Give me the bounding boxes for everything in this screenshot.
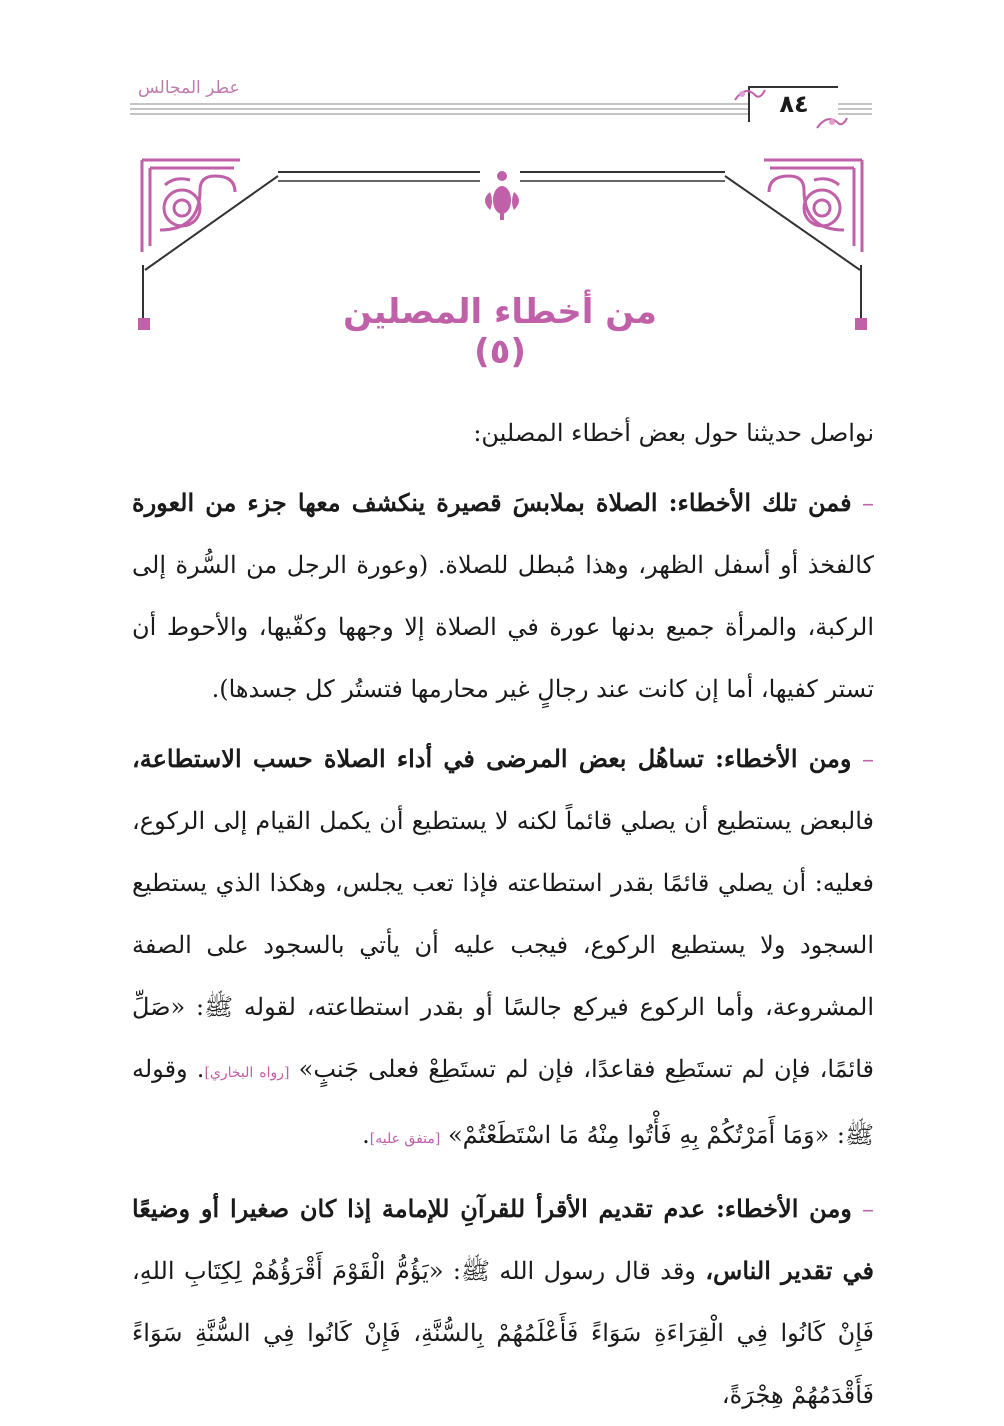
section-heading: ومن الأخطاء: تساهُل بعض المرضى في أداء الصلاة حسب الاستطاعة، [132,744,852,773]
section-text: فالبعض يستطيع أن يصلي قائماً لكنه لا يستطيع أن يكمل القيام إلى الركوع، فعليه: أن يصلي قائمًا بقدر استطاعته فإذا تعب يجلس، وهكذا الذي يستطيع السجود ولا يستطيع الركوع، فيجب عليه أن يأتي بالسجود على الصفة المشروعة، وأما الركوع فيركع جالسًا أو بقدر استطاعته، لقوله ﷺ: «صَلِّ قائمًا، فإن لم تستَطِع فقاعدًا، فإن لم تستَطِعْ فعلى جَنبٍ» [132,807,874,1083]
hadith-reference: [متفق عليه] [369,1131,441,1147]
chapter-title: من أخطاء المصلين (٥) [343,292,657,372]
section-paragraph [132,728,874,1170]
section-paragraph [132,1178,874,1426]
section-text: وقد قال رسول الله ﷺ: «يَؤُمُّ الْقَوْمَ أَقْرَؤُهُمْ لِكِتَابِ اللهِ، فَإِنْ كَانُوا فِي الْقِرَاءَةِ سَوَاءً فَأَعْلَمُهُمْ بِالسُّنَّةِ، فَإِنْ كَانُوا فِي السُّنَّةِ سَوَاءً فَأَقْدَمُهُمْ هِجْرَةً، [132,1257,874,1409]
section-text: . [362,1121,370,1149]
section-heading: فمن تلك الأخطاء: الصلاة بملابسَ قصيرة ينكشف معها جزء من العورة [132,488,852,517]
section-text: كالفخذ أو أسفل الظهر، وهذا مُبطل للصلاة. (وعورة الرجل من السُّرة إلى الركبة، والمرأة جميع بدنها عورة في الصلاة إلا وجهها وكفّيها، والأحوط أن تستر كفيها، أما إن كانت عند رجالٍ غير محارمها فتستُر كل جسدها). [132,551,874,703]
section-text: . وقوله ﷺ: «وَمَا أَمَرْتُكُمْ بِهِ فَأْتُوا مِنْهُ مَا اسْتَطَعْتُمْ» [132,1055,874,1149]
intro-paragraph: نواصل حديثنا حول بعض أخطاء المصلين: [473,419,874,447]
bullet-dash: – [862,1195,874,1223]
body-text [132,402,874,1426]
bullet-dash: – [862,489,874,517]
hadith-reference: [رواه البخاري] [204,1065,290,1081]
running-header-title: عطر المجالس [138,78,240,98]
page-number: ٨٤ [779,90,809,118]
bullet-dash: – [861,745,874,773]
section-heading: ومن الأخطاء: عدم تقديم الأقرأ للقرآنِ للإمامة إذا كان صغيرا أو وضيعًا في تقدير الناس، [132,1194,874,1285]
section-paragraph [132,472,874,720]
